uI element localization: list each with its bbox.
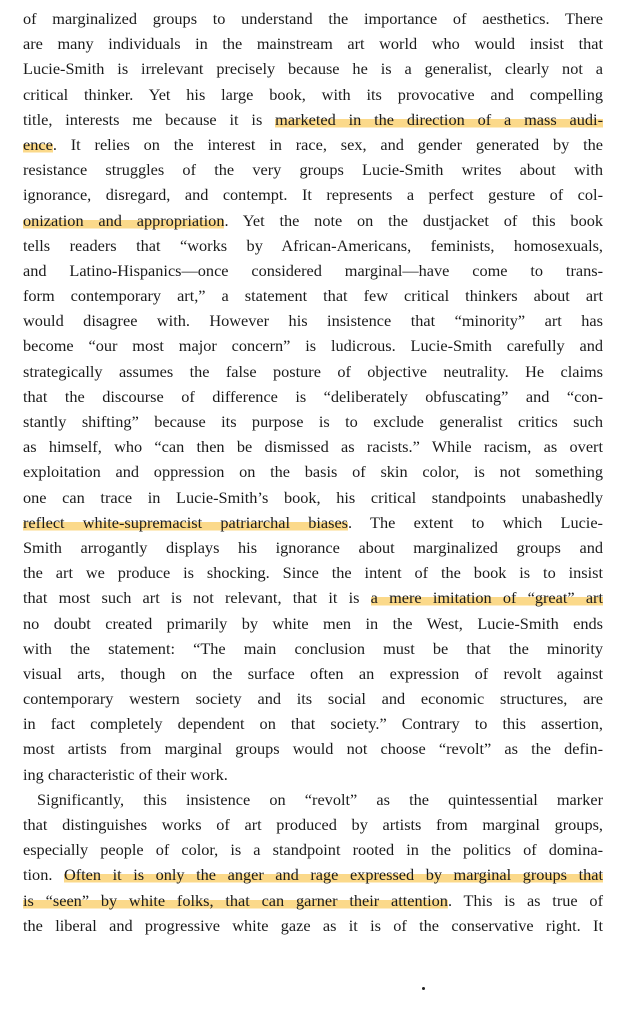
text-line [23,560,603,585]
text-span: that distinguishes works of art produced by artists from marginal groups, [23,815,603,834]
text-span: no doubt created primarily by white men in the West, Lucie-Smith ends [23,613,603,633]
highlighted-text: onization and appropriation [23,210,225,230]
text-line [23,535,603,560]
text-line [23,686,603,711]
text-line [23,611,603,636]
text-span: are many individuals in the mainstream art world who would insist that [23,34,603,54]
text-line [23,762,603,787]
text-line [23,157,603,182]
highlighted-text: marketed in the direction of a mass audi- [275,109,603,129]
text-span: in fact completely dependent on that society.” Contrary to this assertion, [23,714,603,734]
text-span: stantly shifting” because its purpose is to exclude generalist critics such [23,412,603,431]
text-span: with the statement: “The main conclusion must be that the minority [23,638,603,658]
highlighted-text: a mere imitation of “great” art [370,588,603,608]
text-line [23,6,603,31]
text-line [23,888,603,913]
text-span: form contemporary art,” a statement that few critical thinkers about art [23,286,603,306]
text-line [23,208,603,233]
text-span: contemporary western society and its social and economic structures, are [23,689,603,709]
text-span: ing characteristic of their work. [23,764,228,784]
text-line [23,283,603,308]
text-span: critical thinker. Yet his large book, with its provocative and compelling [23,84,603,104]
text-line [23,107,603,132]
text-span: tion. [23,865,64,885]
text-line [23,182,603,207]
text-span: visual arts, though on the surface often an expression of revolt against [23,663,603,683]
text-span: resistance struggles of the very groups Lucie-Smith writes about with [23,160,603,180]
text-span: . This is as true of [447,890,603,910]
text-line [23,409,603,434]
text-span: . The extent to which Lucie- [348,512,603,532]
text-span: the art we produce is shocking. Since the intent of the book is to insist [23,563,603,583]
text-line [23,862,603,887]
text-span: Significantly, this insistence on “revolt” as the quintessential marker [37,789,603,809]
text-line [23,258,603,283]
text-span: that most such art is not relevant, that it is [23,588,371,608]
text-span: Smith arrogantly displays his ignorance about marginalized groups and [23,537,603,557]
text-span: . Yet the note on the dustjacket of this book [224,210,603,230]
highlighted-text: Often it is only the anger and rage expressed by marginal groups that [63,865,603,885]
text-line [23,913,603,938]
text-line [23,459,603,484]
highlighted-text: is “seen” by white folks, that can garner their attention [23,890,448,910]
text-span: . It relies on the interest in race, sex, and gender generated by the [52,134,603,154]
text-line [23,82,603,107]
text-line [23,736,603,761]
text-line [23,485,603,510]
text-line [23,510,603,535]
text-line [23,585,603,610]
text-span: Lucie-Smith is irrelevant precisely because he is a generalist, clearly not a [23,59,603,79]
text-span: strategically assumes the false posture of objective neutrality. He claims [23,361,603,381]
text-span: that the discourse of difference is “deliberately obfuscating” and “con- [23,386,603,406]
text-span: exploitation and oppression on the basis of skin color, is not something [23,462,603,482]
text-span: become “our most major concern” is ludicrous. Lucie-Smith carefully and [23,336,603,356]
text-line [23,56,603,81]
text-line [23,434,603,459]
text-line [23,661,603,686]
text-line [23,812,603,837]
text-line [23,233,603,258]
stray-ink-mark [422,987,425,990]
highlighted-text: reflect white-supremacist patriarchal biases [23,512,349,532]
highlighted-text: ence [23,134,53,154]
text-line [23,308,603,333]
text-span: most artists from marginal groups would not choose “revolt” as the defin- [23,739,603,759]
text-line [23,711,603,736]
text-line [23,384,603,409]
body-text [23,6,603,938]
text-span: would disagree with. However his insistence that “minority” art has [23,311,603,331]
text-span: as himself, who “can then be dismissed as racists.” While racism, as overt [23,437,603,457]
text-span: one can trace in Lucie-Smith’s book, his critical standpoints unabashedly [23,487,603,507]
text-span: the liberal and progressive white gaze as it is of the conservative right. It [23,915,603,935]
text-span: of marginalized groups to understand the importance of aesthetics. There [23,9,603,28]
text-line [23,787,603,812]
text-line [23,359,603,384]
text-span: title, interests me because it is [23,109,276,129]
text-line [23,132,603,157]
text-line [23,837,603,862]
text-span: ignorance, disregard, and contempt. It represents a perfect gesture of col- [23,185,603,205]
text-line [23,31,603,56]
text-line [23,636,603,661]
text-span: especially people of color, is a standpoint rooted in the politics of domina- [23,840,603,860]
text-line [23,333,603,358]
text-span: and Latino-Hispanics—once considered marginal—have come to trans- [23,260,603,280]
text-span: tells readers that “works by African-Americans, feminists, homosexuals, [23,235,603,255]
